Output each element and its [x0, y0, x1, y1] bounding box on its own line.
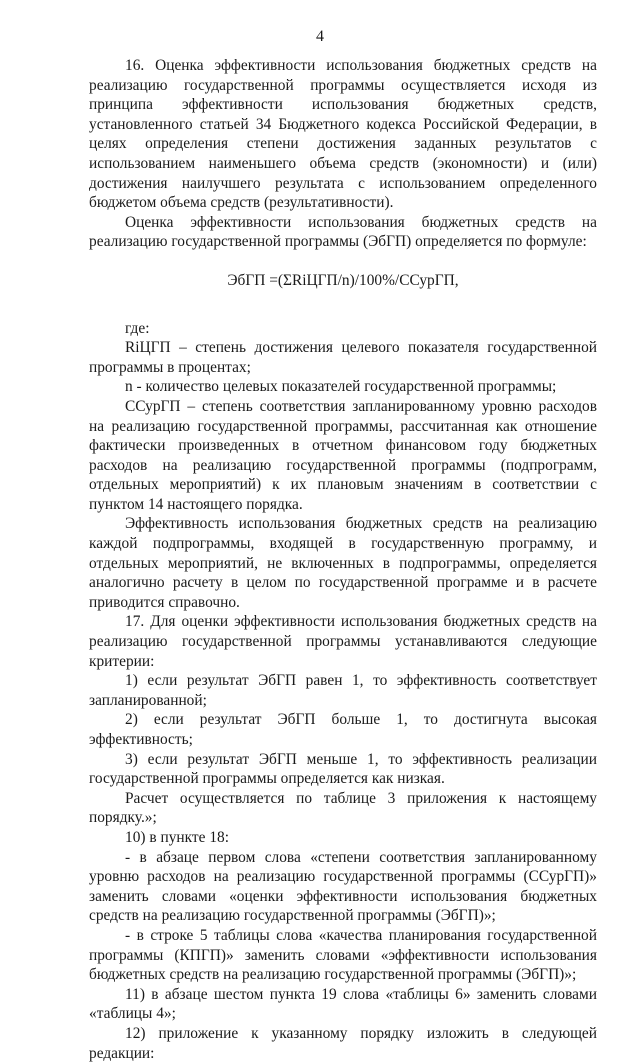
paragraph-where: где:	[125, 319, 150, 337]
document-body	[89, 56, 597, 1063]
definition-ssurgp: ССурГП – степень соответствия запланированному уровню расходов на реализацию государственной программы, рассчитанная как отношение фактически произведенных в отчетном финансовом году бюджетных расходов на реализацию государственной программы (подпрограмм, отдельных мероприятий) к их плановым значениям в соответствии с пунктом 14 настоящего порядка.	[89, 397, 597, 513]
amendment-11: 11) в абзаце шестом пункта 19 слова «таблицы 6» заменить словами «таблицы 4»;	[89, 985, 597, 1023]
paragraph-subprogram-efficiency: Эффективность использования бюджетных средств на реализацию каждой подпрограммы, входящей в государственную программу, и отдельных мероприятий, не включенных в подпрограммы, определяется аналогично расчету в целом по государственной программе и в расчете приводится справочно.	[89, 515, 597, 611]
criterion-3: 3) если результат ЭбГП меньше 1, то эффективность реализации государственной программы определяется как низкая.	[89, 750, 597, 788]
amendment-12: 12) приложение к указанному порядку изложить в следующей редакции:	[89, 1024, 597, 1062]
amendment-10-row-5: - в строке 5 таблицы слова «качества планирования государственной программы (КПГП)» заменить словами «эффективности использования бюджетных средств на реализацию государственной программы (ЭбГП)»;	[89, 926, 597, 984]
paragraph-calculation-table: Расчет осуществляется по таблице 3 приложения к настоящему порядку.»;	[89, 789, 597, 827]
definition-ricgp: RiЦГП – степень достижения целевого показателя государственной программы в процентах;	[89, 339, 597, 376]
amendment-10: 10) в пункте 18:	[125, 828, 229, 846]
definition-n: n - количество целевых показателей государственной программы;	[125, 378, 557, 396]
paragraph-formula-intro: Оценка эффективности использования бюджетных средств на реализацию государственной программы (ЭбГП) определяется по формуле:	[89, 213, 597, 251]
paragraph-17: 17. Для оценки эффективности использования бюджетных средств на реализацию государственной программы устанавливаются следующие критерии:	[89, 613, 597, 670]
paragraph-16: 16. Оценка эффективности использования бюджетных средств на реализацию государственной программы осуществляется исходя из принципа эффективности использования бюджетных средств, установленного статьей 34 Бюджетного кодекса Российской Федерации, в целях определения степени достижения заданных результатов с использованием наименьшего объема средств (экономности) и (или) достижения наилучшего результата с использованием определенного бюджетом объема средств (результативности).	[89, 57, 597, 212]
criterion-2: 2) если результат ЭбГП больше 1, то достигнута высокая эффективность;	[89, 711, 597, 748]
page-number: 4	[316, 28, 324, 45]
formula: ЭбГП =(ΣRiЦГП/n)/100%/ССурГП,	[227, 271, 459, 289]
amendment-10-first-abzac: - в абзаце первом слова «степени соответствия запланированному уровню расходов на реализацию государственной программы (ССурГП)» заменить словами «оценки эффективности использования бюджетных средств на реализацию государственной программы (ЭбГП)»;	[89, 848, 597, 925]
criterion-1: 1) если результат ЭбГП равен 1, то эффективность соответствует запланированной;	[89, 672, 597, 709]
